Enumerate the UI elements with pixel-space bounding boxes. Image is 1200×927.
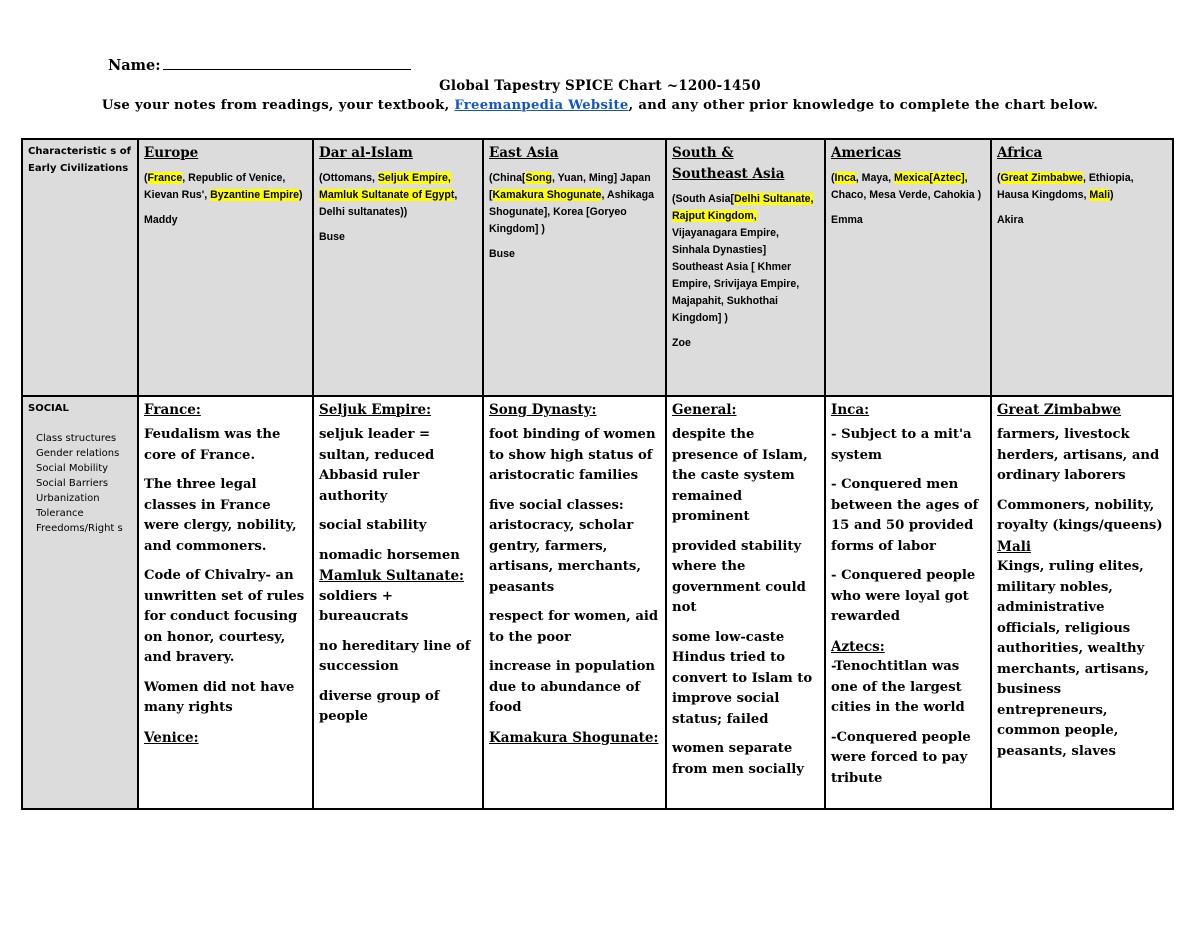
cell-heading: Great Zimbabwe (997, 402, 1122, 418)
region-header-dar-al-islam[interactable] (313, 139, 483, 396)
highlighted-text: Great Zimbabwe (1000, 172, 1083, 184)
cell-heading: Inca: (831, 402, 870, 418)
cell-paragraph: Code of Chivalry- an unwritten set of rules for conduct focusing on honor, courtesy, and bravery. (144, 568, 305, 665)
social-row (22, 396, 1173, 809)
subregion-text: , Chaco, Mesa Verde, Cahokia ) (831, 172, 982, 201)
spice-chart-table (21, 138, 1174, 810)
subregion-text: (South Asia[ (672, 193, 734, 205)
subregion-text: , Republic of Venice, Kievan Rus', (144, 172, 286, 201)
social-subitem: Class structures (36, 433, 117, 444)
cell-heading: France: (144, 402, 201, 418)
cell-paragraph: seljuk leader = sultan, reduced Abbasid ruler authority (319, 427, 435, 504)
subregion-text: , Maya, (855, 172, 895, 184)
subregion-text: Vijayanagara Empire, Sinhala Dynasties] Southeast Asia [ Khmer Empire, Srivijaya Empire, Majapahit, Sukhothai Kingdom] ) (672, 227, 800, 324)
cell-subheading: Kamakura Shogunate: (489, 729, 659, 746)
cell-heading: Song Dynasty: (489, 402, 597, 418)
cell-subheading: Aztecs: (831, 638, 885, 655)
region-name-line2: Southeast Asia (672, 166, 785, 182)
social-cell-east-asia[interactable] (483, 396, 666, 809)
social-cell-south-southeast-asia[interactable] (666, 396, 825, 809)
cell-paragraph: social stability (319, 518, 427, 533)
region-name: Dar al-Islam (319, 145, 413, 161)
cell-paragraph: increase in population due to abundance of food (489, 659, 655, 715)
cell-paragraph: -Tenochtitlan was one of the largest cities in the world (831, 659, 965, 715)
highlighted-text: Inca (834, 172, 856, 184)
social-subitem: Urbanization (36, 493, 100, 504)
region-header-east-asia[interactable] (483, 139, 666, 396)
cell-paragraph: nomadic horsemen (319, 547, 460, 563)
cell-paragraph: - Subject to a mit'a system (831, 427, 972, 463)
highlighted-text: Kamakura Shogunate (492, 189, 602, 201)
region-name: Europe (144, 145, 199, 161)
social-cell-dar-al-islam[interactable] (313, 396, 483, 809)
cell-paragraph: despite the presence of Islam, the caste system remained prominent (672, 427, 808, 524)
cell-paragraph: -Conquered people were forced to pay tribute (831, 729, 971, 786)
subregion-text: ( (831, 172, 835, 184)
freemanpedia-link[interactable]: Freemanpedia Website (454, 98, 629, 113)
social-subitem: Social Barriers (36, 478, 109, 489)
region-subregions (319, 170, 477, 221)
subregion-text: ( (997, 172, 1001, 184)
cell-paragraph: The three legal classes in France were clergy, nobility, and commoners. (144, 477, 297, 554)
highlighted-text: Song (525, 172, 552, 184)
name-label: Name: (108, 57, 161, 74)
cell-paragraph: provided stability where the government could not (672, 538, 806, 615)
assigned-student: Emma (831, 214, 863, 226)
assigned-student: Akira (997, 214, 1024, 226)
highlighted-text: Mexica[Aztec] (894, 172, 965, 184)
region-subregions (144, 170, 307, 204)
name-field[interactable] (108, 57, 411, 74)
social-subitem: Gender relations (36, 448, 120, 459)
subregion-text: , Delhi sultanates)) (319, 189, 458, 218)
subregion-text: ( (144, 172, 148, 184)
cell-subheading: Mamluk Sultanate: (319, 568, 465, 584)
social-subitem: Freedoms/Right s (36, 523, 123, 534)
social-subitems-list (36, 431, 132, 536)
cell-paragraph: soldiers + bureaucrats (319, 588, 409, 624)
region-header-south-southeast-asia[interactable] (666, 139, 825, 396)
region-header-americas[interactable] (825, 139, 991, 396)
region-name: Africa (997, 145, 1043, 161)
cell-paragraph: Commoners, nobility, royalty (kings/queens) (997, 497, 1163, 533)
social-row-label: SOCIAL (28, 403, 69, 414)
region-name: East Asia (489, 145, 559, 161)
cell-paragraph: farmers, livestock herders, artisans, and ordinary laborers (997, 427, 1160, 483)
cell-subheading: Venice: (144, 729, 199, 746)
cell-paragraph: no hereditary line of succession (319, 638, 471, 674)
assigned-student: Buse (489, 248, 515, 260)
region-header-europe[interactable] (138, 139, 313, 396)
cell-heading: Seljuk Empire: (319, 402, 432, 418)
cell-paragraph: five social classes: aristocracy, scholar gentry, farmers, artisans, merchants, peasants (489, 497, 641, 595)
region-subregions (489, 170, 660, 238)
region-header-row (22, 139, 1173, 396)
social-subitem: Tolerance (36, 508, 84, 519)
cell-paragraph: Kings, ruling elites, military nobles, administrative officials, religious authorities, wealthy merchants, artisans, business entrepreneurs, common people, peasants, slaves (997, 559, 1149, 759)
cell-paragraph: Feudalism was the core of France. (144, 427, 281, 463)
highlighted-text: Byzantine Empire (210, 189, 300, 201)
social-cell-africa[interactable] (991, 396, 1173, 809)
region-subregions (672, 191, 819, 327)
social-cell-americas[interactable] (825, 396, 991, 809)
region-subregions (831, 170, 985, 204)
name-blank-line[interactable] (163, 57, 411, 70)
instructions (0, 98, 1200, 113)
cell-paragraph: - Conquered people who were loyal got rewarded (831, 568, 976, 624)
subregion-text: (Ottomans, (319, 172, 378, 184)
subregion-text: (China[ (489, 172, 526, 184)
social-subitem: Social Mobility (36, 463, 109, 474)
page-title: Global Tapestry SPICE Chart ~1200-1450 (439, 78, 761, 94)
cell-heading: General: (672, 402, 737, 418)
cell-paragraph: - Conquered men between the ages of 15 and 50 provided forms of labor (831, 477, 979, 554)
cell-paragraph: diverse group of people (319, 688, 440, 724)
instructions-text-start: Use your notes from readings, your textbook, (101, 98, 455, 113)
subregion-text: , Ashikaga Shogunate], Korea [Goryeo Kingdom] ) (489, 189, 655, 235)
cell-paragraph: women separate from men socially (672, 741, 804, 777)
social-label-cell (22, 396, 138, 809)
subregion-text: ) (1110, 189, 1114, 201)
cell-subheading: Mali (997, 538, 1031, 555)
region-name: South & (672, 145, 734, 161)
corner-label-cell (22, 139, 138, 396)
cell-paragraph: some low-caste Hindus tried to convert to Islam to improve social status; failed (672, 629, 813, 727)
region-name: Americas (831, 145, 902, 161)
highlighted-text: Delhi Sultanate, Rajput Kingdom, (672, 193, 814, 222)
subregion-text: , Ethiopia, Hausa Kingdoms, (997, 172, 1134, 201)
cell-paragraph: Women did not have many rights (144, 679, 295, 715)
highlighted-text: Mali (1089, 189, 1111, 201)
assigned-student: Zoe (672, 337, 691, 349)
region-subregions (997, 170, 1167, 204)
social-cell-europe[interactable] (138, 396, 313, 809)
assigned-student: Maddy (144, 214, 178, 226)
region-header-africa[interactable] (991, 139, 1173, 396)
cell-paragraph: respect for women, aid to the poor (489, 609, 659, 645)
corner-label: Characteristic s of Early Civilizations (28, 146, 131, 174)
instructions-text-end: , and any other prior knowledge to complete the chart below. (628, 98, 1099, 113)
subregion-text: ) (299, 189, 303, 201)
cell-paragraph: foot binding of women to show high status of aristocratic families (489, 427, 656, 483)
assigned-student: Buse (319, 231, 345, 243)
highlighted-text: Seljuk Empire, Mamluk Sultanate of Egypt (319, 172, 455, 201)
subregion-text: , Yuan, Ming] Japan [ (489, 172, 651, 201)
highlighted-text: France (147, 172, 183, 184)
